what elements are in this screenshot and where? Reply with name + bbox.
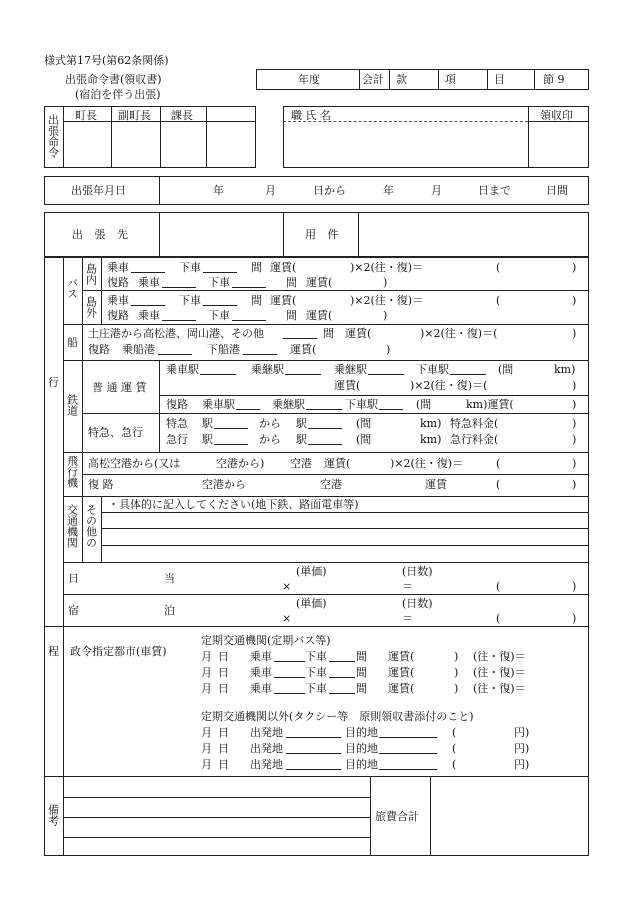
rail-distance-open: (間 [498,363,514,376]
lodging-eq: ＝ [402,612,413,625]
rail-ltd-charge: 特急料金( [450,417,499,430]
ship-fare: 運賃( [345,327,372,340]
rail-return-alight: 下車駅 [345,398,378,411]
air-close: ) [572,457,577,470]
rail-exp-station-2: 駅 [296,433,307,446]
period-from: 日から [313,184,346,197]
air-return: 復 路 [88,478,114,491]
city-fixed-a: 乗車 [250,666,272,679]
lodging-unit: (単価) [296,597,327,610]
budget-kan: 款 [396,73,407,86]
city-fixed-d: 日 [218,650,229,663]
budget-kou: 項 [445,73,456,86]
ship-alight-port: 下船港 [207,343,240,356]
air-return-fare: 運賃 [425,478,447,491]
bus-in-x2: )×2(往・復)＝ [350,261,424,274]
city-fixed-m: 月 [201,666,212,679]
city-fixed-m: 月 [201,682,212,695]
rail-exp-station-1: 駅 [202,433,213,446]
bus-in-return-board: 乗車 [138,276,160,289]
city-other-m: 月 [201,758,212,771]
city-fixed-c: 間 [356,682,367,695]
lodging-label-2: 泊 [164,604,175,617]
bus-in-return-alight: 下車 [208,276,230,289]
rail-return-board: 乗車駅 [202,398,235,411]
city-other-d: 日 [218,758,229,771]
rail-x2: )×2(往・復)＝( [410,379,488,392]
city-fixed-b: 下車 [305,666,327,679]
city-fixed-title: 定期交通機関(定期バス等) [201,634,331,647]
bus-in-open: ( [496,261,501,274]
form-number: 様式第17号(第62条関係) [44,54,169,67]
period-month1: 月 [265,184,276,197]
bus-out-between: 間 [251,294,262,307]
city-other-m: 月 [201,742,212,755]
bus-out-return-between: 間 [286,309,297,322]
budget-kaikei: 会計 [362,73,384,86]
city-fixed-b: 下車 [305,682,327,695]
city-other-a: 出発地 [250,742,283,755]
daily-close: ) [572,580,577,593]
city-fixed-d: 日 [218,666,229,679]
air-fare: 運賃( [324,457,351,470]
daily-label-2: 当 [164,572,175,585]
rail-fare: 運賃( [334,379,361,392]
rail-distance-km: km) [554,363,576,376]
bus-out-fare: 運賃( [270,294,297,307]
air-return-airport: 空港 [320,478,342,491]
rail-transfer-2: 乗継駅 [334,363,367,376]
bus-in-return-between: 間 [286,276,297,289]
rail-ltd-distance: (間 [356,417,372,430]
city-other-d: 日 [218,742,229,755]
ship-route: 土庄港から高松港、岡山港、その他 [88,327,264,340]
rail-ltd-station-1: 駅 [202,417,213,430]
city-other-m: 月 [201,726,212,739]
ship-return-fare: 運賃( [290,343,317,356]
daily-unit: (単価) [296,565,327,578]
city-other-c: ( [452,742,457,755]
other-label-b: その他の [84,504,98,548]
city-fixed-e: 運賃( [388,682,415,695]
city-fixed-e: 運賃( [388,666,415,679]
bus-out-board: 乗車 [107,294,129,307]
bus-in-return: 復路 [107,276,129,289]
bus-in-close: ) [572,261,577,274]
bus-out-return: 復路 [107,309,129,322]
city-fixed-f: ) [454,666,459,679]
other-label-a: 交通機関 [65,504,79,548]
city-fixed-g: (往・復)＝ [473,666,526,679]
daily-label: 日 [68,572,79,585]
budget-nendo: 年度 [298,73,320,86]
rail-label: 鉄道 [65,394,79,416]
city-fixed-g: (往・復)＝ [473,650,526,663]
ship-board-port: 乗船港 [122,343,155,356]
rail-return-fare: km)運賃( [466,398,514,411]
rail-exp-charge: 急行料金( [450,433,499,446]
daily-times: × [282,580,292,593]
daily-open: ( [496,580,501,593]
city-other-b: 目的地 [345,742,378,755]
bus-out-return-alight: 下車 [208,309,230,322]
city-other-b: 目的地 [345,726,378,739]
period-month2: 月 [431,184,442,197]
daily-days: (日数) [402,565,433,578]
rail-return-transfer: 乗継駅 [272,398,305,411]
bus-label: バス [65,277,79,299]
rail-ltd-from: から [259,417,281,430]
daily-eq: ＝ [402,580,413,593]
rail-express-label: 特急、急行 [88,426,143,439]
other-note: ・具体的に記入してください(地下鉄、路面電車等) [108,498,359,511]
air-dest-airport: 空港 [290,457,312,470]
city-fixed-e: 運賃( [388,650,415,663]
city-other-c: ( [452,758,457,771]
rail-return-close: ) [572,398,577,411]
lodging-open: ( [496,612,501,625]
city-fixed-f: ) [454,650,459,663]
total-label: 旅費合計 [375,810,419,823]
air-open: ( [496,457,501,470]
city-label: 政令指定都市(車賃) [70,645,167,658]
bus-in-return-close: ) [383,276,388,289]
approval-col-mayor: 町長 [75,109,97,122]
period-year1: 年 [213,184,224,197]
air-return-close: ) [572,478,577,491]
bus-island-out: 島外 [84,296,98,318]
city-fixed-c: 間 [356,650,367,663]
bus-island-in: 島内 [84,263,98,285]
rail-exp-km: km) [420,433,442,446]
rail-board-station: 乗車駅 [166,363,199,376]
city-other-y: 円) [514,726,530,739]
city-other-title: 定期交通機関以外(タクシー等 原則領収書添付のこと) [201,710,474,723]
rail-exp-distance: (間 [356,433,372,446]
bus-out-close: ) [572,294,577,307]
approval-side-label: 出張命令 [46,114,60,158]
city-fixed-f: ) [454,682,459,695]
city-fixed-a: 乗車 [250,682,272,695]
air-or-airport: 空港から) [216,457,265,470]
form-subtitle: (宿泊を伴う出張) [75,88,161,101]
lodging-times: × [282,612,292,625]
rail-return-distance: (間 [416,398,432,411]
city-other-y: 円) [514,742,530,755]
ship-x2: )×2(往・復)＝( [420,327,498,340]
rail-exp-close: ) [572,433,577,446]
rail-ltd-station-2: 駅 [296,417,307,430]
bus-in-return-fare: 運賃( [306,276,333,289]
approval-col-chief: 課長 [171,109,193,122]
air-label: 飛行機 [65,455,79,488]
city-fixed-g: (往・復)＝ [473,682,526,695]
city-other-a: 出発地 [250,758,283,771]
rail-exp-from: から [259,433,281,446]
rail-ltd-km: km) [420,417,442,430]
lodging-close: ) [572,612,577,625]
remarks-label: 備考 [46,804,60,826]
air-x2: )×2(往・復)＝ [390,457,464,470]
bus-out-x2: )×2(往・復)＝ [350,294,424,307]
receipt-label: 領収印 [540,109,573,122]
bus-in-board: 乗車 [107,261,129,274]
form-title: 出張命令書(領収書) [65,73,162,86]
itinerary-side-label: 行 [48,376,59,389]
city-fixed-a: 乗車 [250,650,272,663]
budget-setsu: 節 9 [543,73,565,86]
rail-transfer-1: 乗継駅 [251,363,284,376]
period-days: 日間 [546,184,568,197]
city-fixed-c: 間 [356,666,367,679]
city-other-a: 出発地 [250,726,283,739]
bus-in-alight: 下車 [179,261,201,274]
bus-out-return-close: ) [383,309,388,322]
rail-ltd-express: 特急 [166,417,188,430]
air-from-takamatsu: 高松空港から(又は [88,457,181,470]
city-other-y: 円) [514,758,530,771]
destination-label: 出 張 先 [72,228,132,241]
city-other-b: 目的地 [345,758,378,771]
purpose-label: 用 件 [305,228,343,241]
rail-express: 急行 [166,433,188,446]
air-return-from: 空港から [202,478,246,491]
city-other-c: ( [452,726,457,739]
city-fixed-d: 日 [218,682,229,695]
ship-between: 間 [323,327,334,340]
bus-out-return-board: 乗車 [138,309,160,322]
period-until: 日まで [478,184,511,197]
bus-in-between: 間 [251,261,262,274]
remarks-box [44,776,589,856]
period-year2: 年 [383,184,394,197]
bus-in-fare: 運賃( [270,261,297,274]
city-fixed-m: 月 [201,650,212,663]
lodging-days: (日数) [402,597,433,610]
city-other-d: 日 [218,726,229,739]
bus-out-return-fare: 運賃( [306,309,333,322]
itinerary-side-label-2: 程 [48,645,59,658]
rail-ltd-close: ) [572,417,577,430]
rail-regular-label: 普 通 運 賃 [92,381,147,394]
lodging-label: 宿 [68,604,79,617]
budget-moku: 目 [494,73,505,86]
ship-close: ) [572,327,577,340]
city-fixed-b: 下車 [305,650,327,663]
bus-out-alight: 下車 [179,294,201,307]
period-label: 出張年月日 [71,184,126,197]
ship-return: 復路 [88,343,110,356]
rail-alight-station: 下車駅 [416,363,449,376]
air-return-open: ( [496,478,501,491]
rail-close: ) [572,379,577,392]
rail-return: 復路 [166,398,188,411]
ship-label: 船 [67,336,78,349]
name-label: 職 氏 名 [291,109,331,122]
approval-col-deputy: 副町長 [118,109,151,122]
bus-out-open: ( [496,294,501,307]
ship-return-close: ) [386,343,391,356]
